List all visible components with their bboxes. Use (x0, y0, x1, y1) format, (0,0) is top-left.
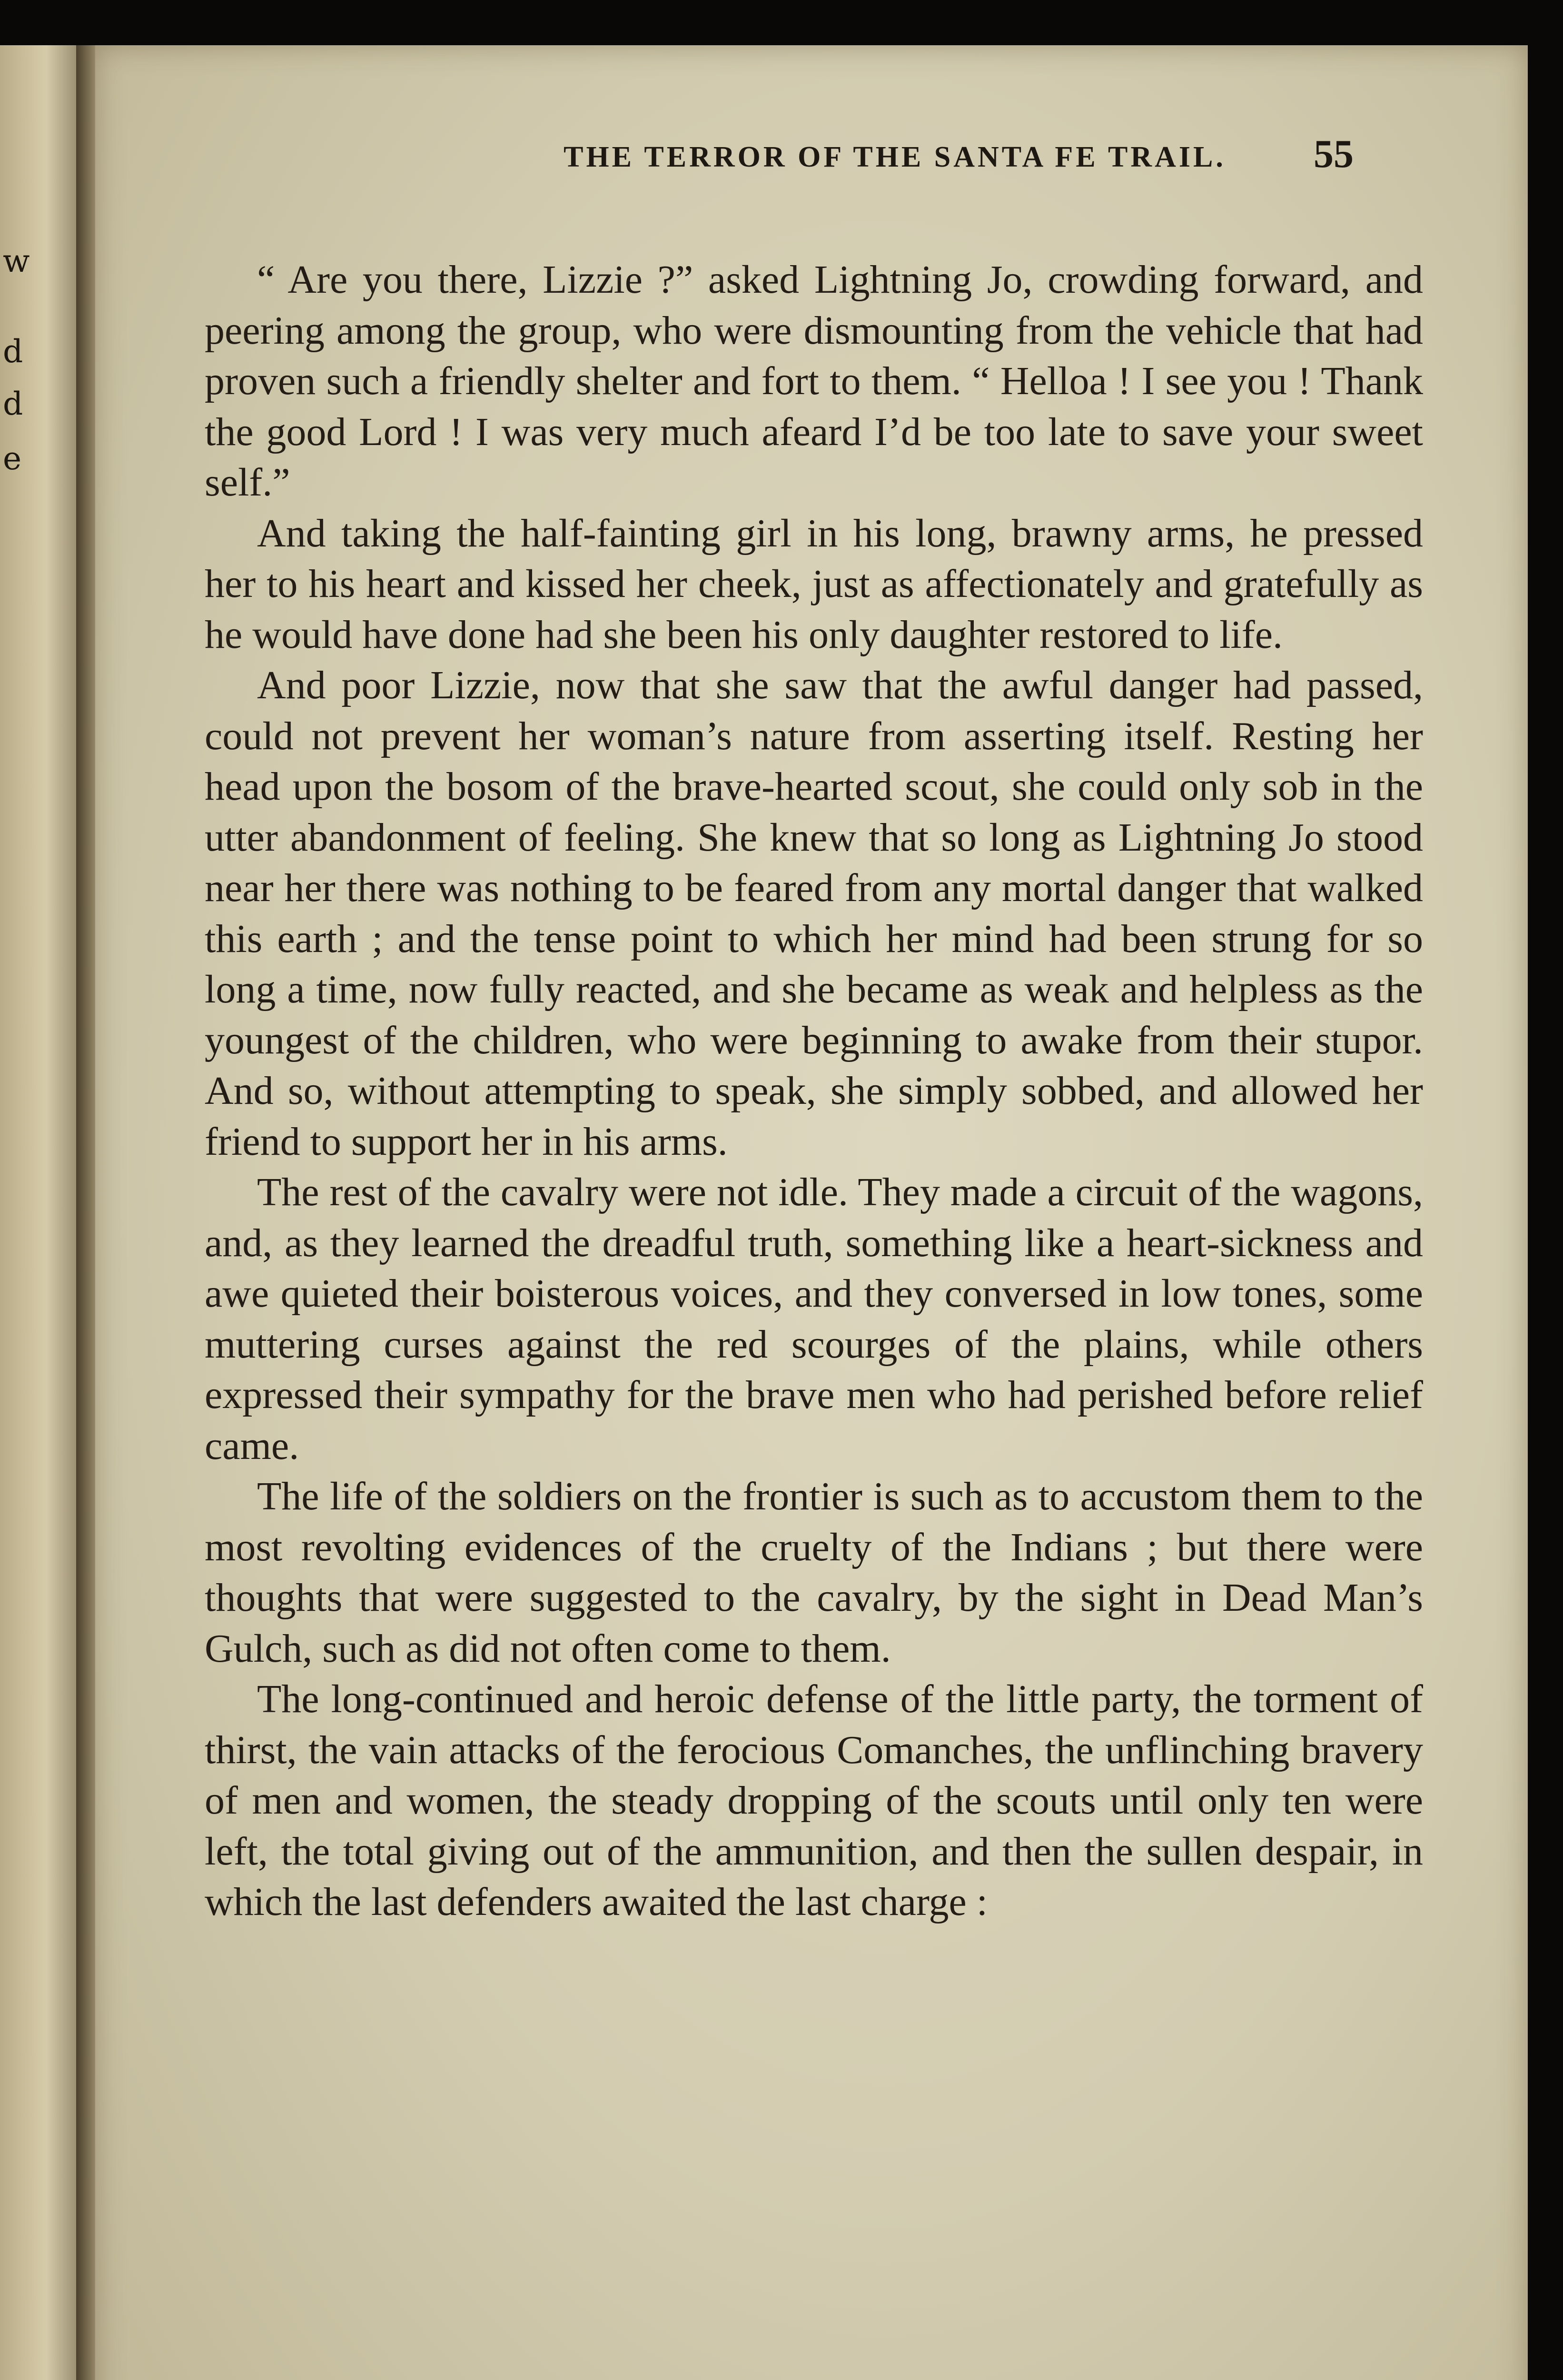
facing-page-fragment: w (3, 243, 30, 279)
facing-page-fragment: d (3, 333, 23, 370)
running-head: THE TERROR OF THE SANTA FE TRAIL. (564, 141, 1226, 173)
paragraph: The rest of the cavalry were not idle. They made a circuit of the wagons, and, as they learned the dreadful truth, something like a heart-sickness and awe quieted their boisterous voices, and they conversed in low tones, some muttering curses against the red scourges of the plains, while others expressed their sympathy for the brave men who had perished before relief came. (205, 1170, 1423, 1468)
facing-page-edge (0, 45, 83, 2380)
body-text (205, 255, 1423, 1928)
page-number: 55 (1314, 132, 1354, 176)
book-page (95, 45, 1528, 2380)
facing-page-fragment: e (3, 440, 22, 477)
paragraph: The life of the soldiers on the frontier is such as to accustom them to the most revolting evidences of the cruelty of the Indians ; but there were thoughts that were suggested to the cavalry, by the sight in Dead Man’s Gulch, such as did not often come to them. (205, 1474, 1423, 1671)
paragraph: “ Are you there, Lizzie ?” asked Lightning Jo, crowding forward, and peering among the group, who were dismounting from the vehicle that had proven such a friendly shelter and fort to them. “ Helloa ! I see you ! Thank the good Lord ! I was very much afeard I’d be too late to save your sweet self.” (205, 258, 1423, 505)
paragraph: And taking the half-fainting girl in his long, brawny arms, he pressed her to his heart and kissed her cheek, just as affectionately and gratefully as he would have done had she been his only daughter restored to life. (205, 511, 1423, 657)
paragraph: And poor Lizzie, now that she saw that the awful danger had passed, could not prevent her woman’s nature from asserting itself. Resting her head upon the bosom of the brave-hearted scout, she could only sob in the utter abandonment of feeling. She knew that so long as Lightning Jo stood near her there was nothing to be feared from any mortal danger that walked this earth ; and the tense point to which her mind had been strung for so long a time, now fully reacted, and she became as weak and helpless as the youngest of the children, who were beginning to awake from their stupor. And so, without attempting to speak, she simply sobbed, and allowed her friend to support her in his arms. (205, 663, 1423, 1164)
paragraph: The long-continued and heroic defense of the little party, the torment of thirst, the vain attacks of the ferocious Comanches, the unflinching bravery of men and women, the steady dropping of the scouts until only ten were left, the total giving out of the ammunition, and then the sullen despair, in which the last defenders awaited the last charge : (205, 1677, 1423, 1924)
facing-page-fragment: d (3, 386, 23, 422)
